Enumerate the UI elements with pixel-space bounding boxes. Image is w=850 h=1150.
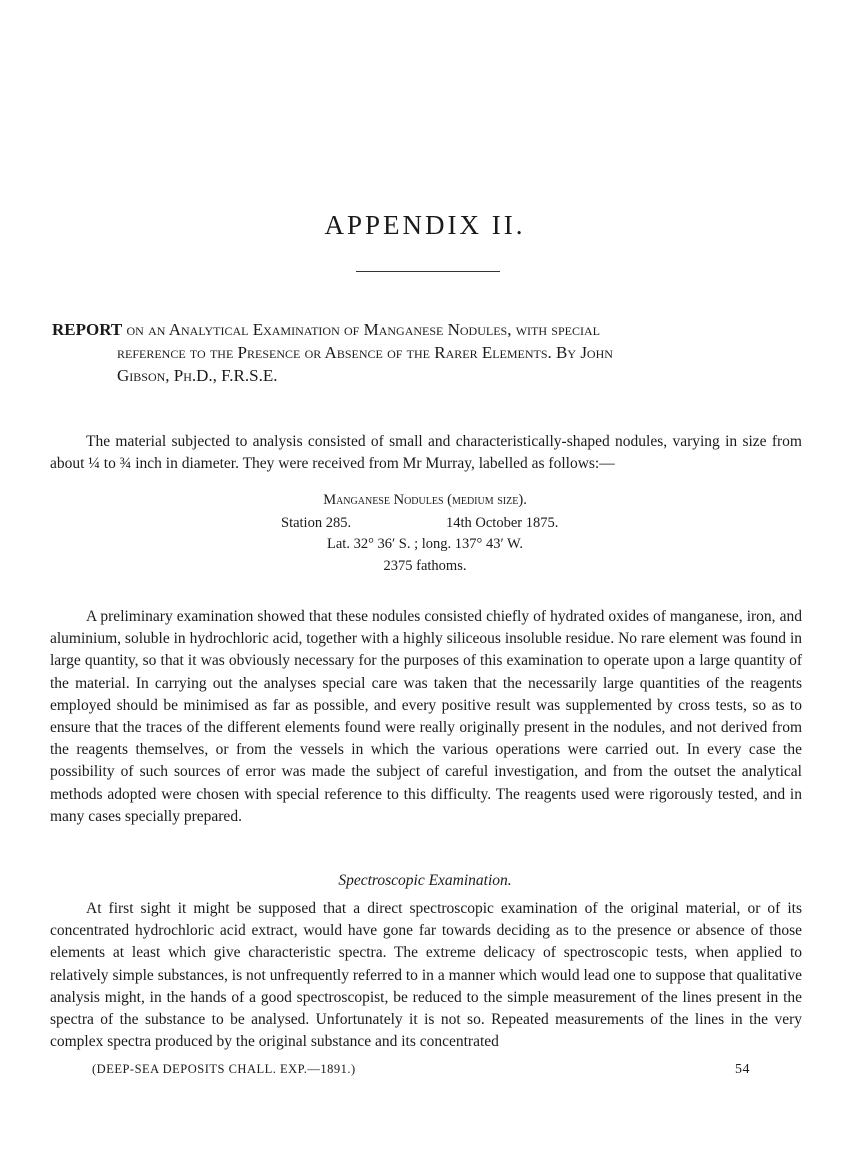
sample-date: 14th October 1875. [446, 515, 559, 531]
appendix-title: APPENDIX II. [324, 210, 526, 240]
report-title [52, 318, 802, 387]
sample-position: Lat. 32° 36′ S. ; long. 137° 43′ W. [327, 536, 523, 552]
report-title-line-1 [52, 318, 802, 341]
intro-paragraph: The material subjected to analysis consisted of small and characteristically-shaped nodules, varying in size from about ¼ to ¾ inch in diameter. They were received from Mr Murray, labelled as follows:— [50, 433, 802, 473]
report-lead-word: REPORT [52, 320, 123, 339]
sample-label-heading: Manganese Nodules (medium size). [323, 492, 527, 508]
report-title-line-1-rest: on an Analytical Examination of Manganese Nodules, with special [122, 320, 600, 339]
report-title-line-3: Gibson, Ph.D., F.R.S.E. [117, 366, 278, 385]
spectroscopic-paragraph: At first sight it might be supposed that a direct spectroscopic examination of the original material, or of its concentrated hydrochloric acid extract, would have gone far towards deciding as to the presence or absence of those elements at least which give characteristic spectra. The extreme delicacy of spectroscopic tests, when applied to relatively simple substances, is not unfrequently referred to in a manner which would lead one to suppose that qualitative analysis might, in the hands of a good spectroscopist, be reduced to the simple measurement of the lines present in the spectra of the substance to be analysed. Unfortunately it is not so. Repeated measurements of the lines in the very complex spectra produced by the original substance and its concentrated [50, 900, 802, 1051]
running-footer: (DEEP-SEA DEPOSITS CHALL. EXP.—1891.) [92, 1062, 356, 1076]
preliminary-paragraph: A preliminary examination showed that these nodules consisted chiefly of hydrated oxides of manganese, iron, and aluminium, soluble in hydrochloric acid, together with a highly siliceous insoluble residue. No rare element was found in large quantity, so that it was obviously necessary for the purposes of this examination to operate upon a large quantity of the material. In carrying out the analyses special care was taken that the necessarily large quantities of the reagents employed should be minimised as far as possible, and every positive result was supplemented by cross tests, so as to ensure that the traces of the different elements found were really originally present in the nodules, and not derived from the reagents themselves, or from the vessels in which the various operations were carried out. In every case the possibility of such sources of error was made the subject of careful investigation, and from the outset the analytical methods adopted were chosen with special reference to this difficulty. The reagents used were rigorously tested, and in many cases specially prepared. [50, 608, 802, 825]
sample-station: Station 285. [281, 515, 352, 531]
title-divider [356, 271, 500, 272]
section-subheading: Spectroscopic Examination. [338, 872, 512, 889]
report-title-line-2: reference to the Presence or Absence of the Rarer Elements. By John [117, 343, 613, 362]
sample-depth: 2375 fathoms. [383, 558, 467, 574]
page-number: 54 [735, 1062, 750, 1077]
